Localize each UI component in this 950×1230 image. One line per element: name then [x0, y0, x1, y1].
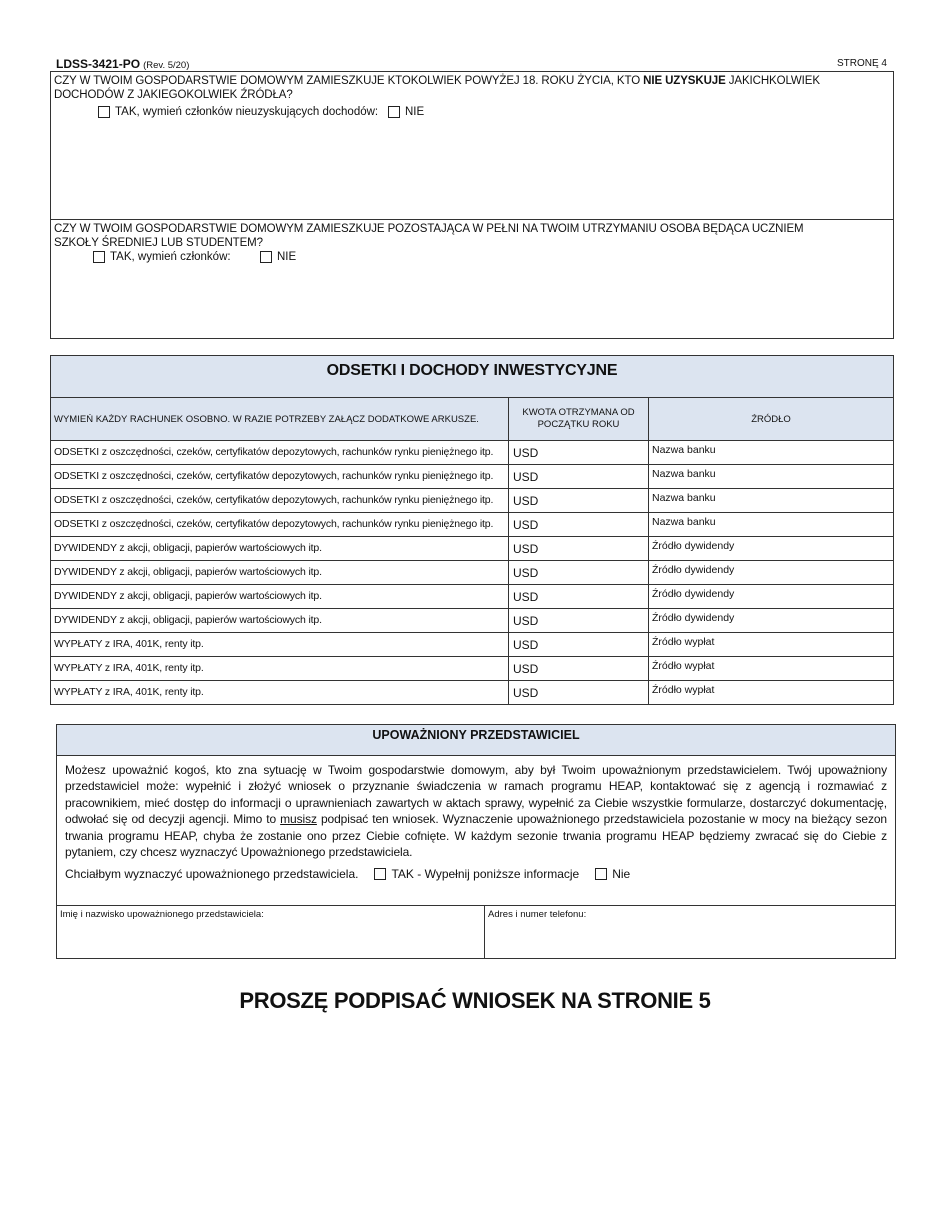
- student-yes-option[interactable]: [93, 251, 231, 263]
- investment-row: [51, 561, 893, 585]
- income-type-label: DYWIDENDY z akcji, obligacji, papierów wartościowych itp.: [51, 609, 509, 632]
- representative-name-label: Imię i nazwisko upoważnionego przedstawiciela:: [60, 909, 264, 920]
- student-no-option[interactable]: [260, 251, 296, 263]
- non-income-yes-checkbox[interactable]: [98, 106, 110, 118]
- student-no-label: NIE: [277, 251, 297, 263]
- amount-input[interactable]: USD: [509, 465, 649, 488]
- amount-input[interactable]: USD: [509, 657, 649, 680]
- investment-title: ODSETKI I DOCHODY INWESTYCYJNE: [51, 356, 893, 398]
- source-input[interactable]: Nazwa banku: [652, 444, 716, 456]
- investment-row: [51, 441, 893, 465]
- student-yes-label: TAK, wymień członków:: [110, 251, 231, 263]
- form-number: LDSS-3421-PO: [56, 57, 141, 71]
- investment-income-table: [50, 355, 894, 705]
- representative-address-label: Adres i numer telefonu:: [488, 909, 587, 920]
- amount-input[interactable]: USD: [509, 441, 649, 464]
- amount-input[interactable]: USD: [509, 489, 649, 512]
- representative-description: Możesz upoważnić kogoś, kto zna sytuację w Twoim gospodarstwie domowym, aby był Twoim upoważnionym przedstawicielem. Twój upoważniony przedstawiciel może: wypełnić i złożyć wniosek o przyznanie świadczenia w ramach programu HEAP, kontaktować się z agencją i rozmawiać z pracownikiem, mieć dostęp do informacji o uprawnieniach zawartych w aktach sprawy, wypełnić za Ciebie wszystkie formularze, dostarczyć dokumentację, odwołać się od decyzji agencji. Mimo to musisz podpisać ten wniosek. Wyznaczenie upoważnionego przedstawiciela pozostanie w mocy na bieżący sezon trwania programu HEAP, chyba że zostanie ono przez Ciebie cofnięte. W każdym sezonie trwania programu HEAP będziemy zwracać się do Ciebie z pytaniem, czy chcesz wyznaczyć Upoważnionego przedstawiciela.: [65, 763, 888, 860]
- representative-choice: [65, 867, 630, 881]
- representative-fields: [57, 905, 895, 958]
- representative-no-label: Nie: [612, 867, 631, 881]
- income-type-label: ODSETKI z oszczędności, czeków, certyfikatów depozytowych, rachunków rynku pieniężnego itp.: [51, 465, 509, 488]
- representative-yes-checkbox[interactable]: [374, 868, 386, 880]
- income-type-label: ODSETKI z oszczędności, czeków, certyfikatów depozytowych, rachunków rynku pieniężnego itp.: [51, 513, 509, 536]
- amount-input[interactable]: USD: [509, 585, 649, 608]
- non-income-no-checkbox[interactable]: [388, 106, 400, 118]
- source-input[interactable]: Źródło wypłat: [652, 636, 715, 648]
- amount-input[interactable]: USD: [509, 681, 649, 704]
- investment-row: [51, 681, 893, 704]
- amount-input[interactable]: USD: [509, 537, 649, 560]
- student-question: [51, 220, 893, 338]
- non-income-question: [51, 72, 893, 220]
- source-input[interactable]: Źródło wypłat: [652, 660, 715, 672]
- account-column-header: WYMIEŃ KAŻDY RACHUNEK OSOBNO. W RAZIE POTRZEBY ZAŁĄCZ DODATKOWE ARKUSZE.: [51, 398, 509, 440]
- investment-row: [51, 609, 893, 633]
- income-type-label: DYWIDENDY z akcji, obligacji, papierów wartościowych itp.: [51, 585, 509, 608]
- representative-yes-label: TAK - Wypełnij poniższe informacje: [391, 867, 580, 881]
- investment-row: [51, 633, 893, 657]
- non-income-yes-option[interactable]: [98, 106, 378, 118]
- income-type-label: WYPŁATY z IRA, 401K, renty itp.: [51, 657, 509, 680]
- amount-input[interactable]: USD: [509, 633, 649, 656]
- investment-row: [51, 489, 893, 513]
- source-column-header: ŹRÓDŁO: [751, 413, 791, 425]
- source-input[interactable]: Źródło dywidendy: [652, 540, 735, 552]
- income-type-label: ODSETKI z oszczędności, czeków, certyfikatów depozytowych, rachunków rynku pieniężnego itp.: [51, 489, 509, 512]
- representative-address-field[interactable]: [485, 906, 895, 958]
- investment-row: [51, 657, 893, 681]
- income-type-label: WYPŁATY z IRA, 401K, renty itp.: [51, 681, 509, 704]
- student-no-checkbox[interactable]: [260, 251, 272, 263]
- source-input[interactable]: Źródło dywidendy: [652, 564, 735, 576]
- income-type-label: ODSETKI z oszczędności, czeków, certyfikatów depozytowych, rachunków rynku pieniężnego itp.: [51, 441, 509, 464]
- investment-row: [51, 513, 893, 537]
- source-input[interactable]: Nazwa banku: [652, 492, 716, 504]
- student-question-text: CZY W TWOIM GOSPODARSTWIE DOMOWYM ZAMIESZKUJE POZOSTAJĄCA W PEŁNI NA TWOIM UTRZYMANIU OSOBA BĘDĄCA UCZNIEM SZKOŁY ŚREDNIEJ LUB STUDENTEM?: [54, 223, 804, 249]
- income-type-label: DYWIDENDY z akcji, obligacji, papierów wartościowych itp.: [51, 537, 509, 560]
- non-income-yes-label: TAK, wymień członków nieuzyskujących dochodów:: [115, 106, 379, 118]
- source-input[interactable]: Nazwa banku: [652, 468, 716, 480]
- sign-on-page-5-note: PROSZĘ PODPISAĆ WNIOSEK NA STRONIE 5: [239, 988, 711, 1013]
- authorized-representative-section: [56, 724, 896, 959]
- representative-no-checkbox[interactable]: [595, 868, 607, 880]
- student-yes-checkbox[interactable]: [93, 251, 105, 263]
- investment-row: [51, 537, 893, 561]
- source-input[interactable]: Źródło wypłat: [652, 684, 715, 696]
- investment-row: [51, 585, 893, 609]
- representative-choice-prompt: Chciałbym wyznaczyć upoważnionego przedstawiciela.: [65, 867, 359, 881]
- non-income-no-label: NIE: [405, 106, 425, 118]
- non-income-question-text: CZY W TWOIM GOSPODARSTWIE DOMOWYM ZAMIESZKUJE KTOKOLWIEK POWYŻEJ 18. ROKU ŻYCIA, KTO NIE UZYSKUJE JAKICHKOLWIEK DOCHODÓW Z JAKIEGOKOLWIEK ŹRÓDŁA?: [54, 75, 820, 101]
- form-id: [56, 57, 189, 71]
- page-number: STRONĘ 4: [836, 58, 887, 69]
- amount-input[interactable]: USD: [509, 561, 649, 584]
- investment-rows: [51, 441, 893, 704]
- non-income-no-option[interactable]: [388, 106, 424, 118]
- investment-row: [51, 465, 893, 489]
- form-revision: (Rev. 5/20): [143, 60, 190, 71]
- representative-name-field[interactable]: [57, 906, 485, 958]
- source-input[interactable]: Źródło dywidendy: [652, 588, 735, 600]
- source-input[interactable]: Źródło dywidendy: [652, 612, 735, 624]
- page-header: [56, 57, 887, 71]
- amount-input[interactable]: USD: [509, 513, 649, 536]
- source-input[interactable]: Nazwa banku: [652, 516, 716, 528]
- investment-table-header: [51, 398, 893, 441]
- representative-title: UPOWAŻNIONY PRZEDSTAWICIEL: [57, 725, 895, 756]
- income-type-label: DYWIDENDY z akcji, obligacji, papierów wartościowych itp.: [51, 561, 509, 584]
- income-type-label: WYPŁATY z IRA, 401K, renty itp.: [51, 633, 509, 656]
- household-questions: [50, 71, 894, 339]
- amount-input[interactable]: USD: [509, 609, 649, 632]
- amount-column-header: KWOTA OTRZYMANA OD POCZĄTKU ROKU: [509, 398, 649, 440]
